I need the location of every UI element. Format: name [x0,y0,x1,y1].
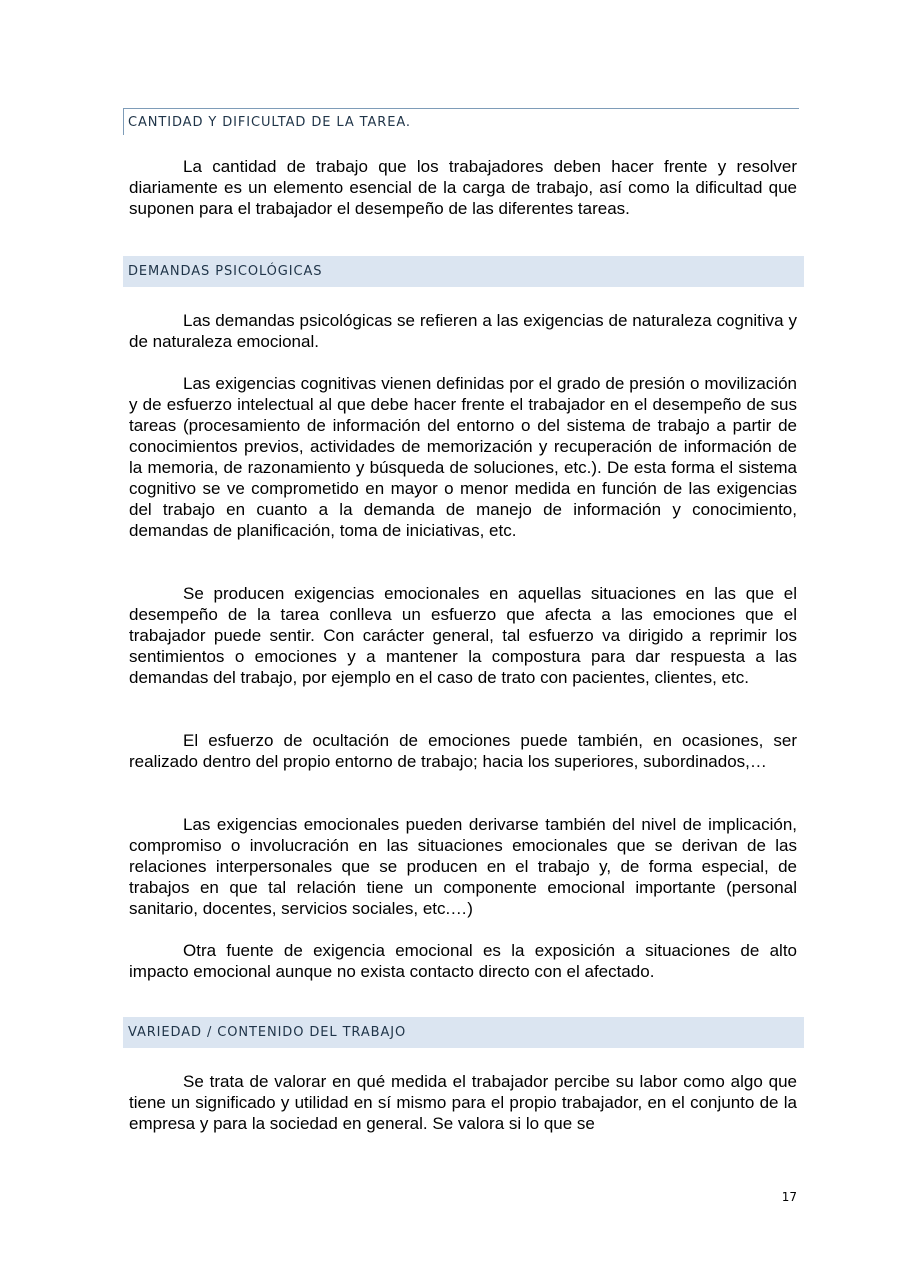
paragraph: Se producen exigencias emocionales en aquellas situaciones en las que el desempeño de la tarea conlleva un esfuerzo que afecta a las emociones que el trabajador puede sentir. Con carácter general, tal esfuerzo va dirigido a reprimir los sentimientos o emociones y a mantener la compostura para dar respuesta a las demandas del trabajo, por ejemplo en el caso de trato con pacientes, clientes, etc. [129,584,797,687]
section-heading-cantidad: CANTIDAD Y DIFICULTAD DE LA TAREA. [123,108,799,135]
section-heading-demandas: DEMANDAS PSICOLÓGICAS [123,256,804,287]
paragraph: La cantidad de trabajo que los trabajadores deben hacer frente y resolver diariamente es un elemento esencial de la carga de trabajo, así como la dificultad que suponen para el trabajador el desempeño de las diferentes tareas. [129,157,797,218]
paragraph: Otra fuente de exigencia emocional es la exposición a situaciones de alto impacto emocional aunque no exista contacto directo con el afectado. [129,941,797,981]
paragraph: El esfuerzo de ocultación de emociones puede también, en ocasiones, ser realizado dentro del propio entorno de trabajo; hacia los superiores, subordinados,… [129,731,797,771]
paragraph: Las exigencias cognitivas vienen definidas por el grado de presión o movilización y de esfuerzo intelectual al que debe hacer frente el trabajador en el desempeño de sus tareas (procesamiento de información del entorno o del sistema de trabajo a partir de conocimientos previos, actividades de memorización y recuperación de información de la memoria, de razonamiento y búsqueda de soluciones, etc.). De esta forma el sistema cognitivo se ve comprometido en mayor o menor medida en función de las exigencias del trabajo en cuanto a la demanda de manejo de información y conocimiento, demandas de planificación, toma de iniciativas, etc. [129,374,797,540]
paragraph: Las exigencias emocionales pueden derivarse también del nivel de implicación, compromiso o involucración en las situaciones emocionales que se derivan de las relaciones interpersonales que se producen en el trabajo y, de forma especial, de trabajos en que tal relación tiene un componente emocional importante (personal sanitario, docentes, servicios sociales, etc.…) [129,815,797,918]
paragraph: Se trata de valorar en qué medida el trabajador percibe su labor como algo que tiene un significado y utilidad en sí mismo para el propio trabajador, en el conjunto de la empresa y para la sociedad en general. Se valora si lo que se [129,1072,797,1133]
page-number: 17 [781,1190,797,1204]
paragraph: Las demandas psicológicas se refieren a las exigencias de naturaleza cognitiva y de naturaleza emocional. [129,311,797,351]
section-heading-variedad: VARIEDAD / CONTENIDO DEL TRABAJO [123,1017,804,1048]
